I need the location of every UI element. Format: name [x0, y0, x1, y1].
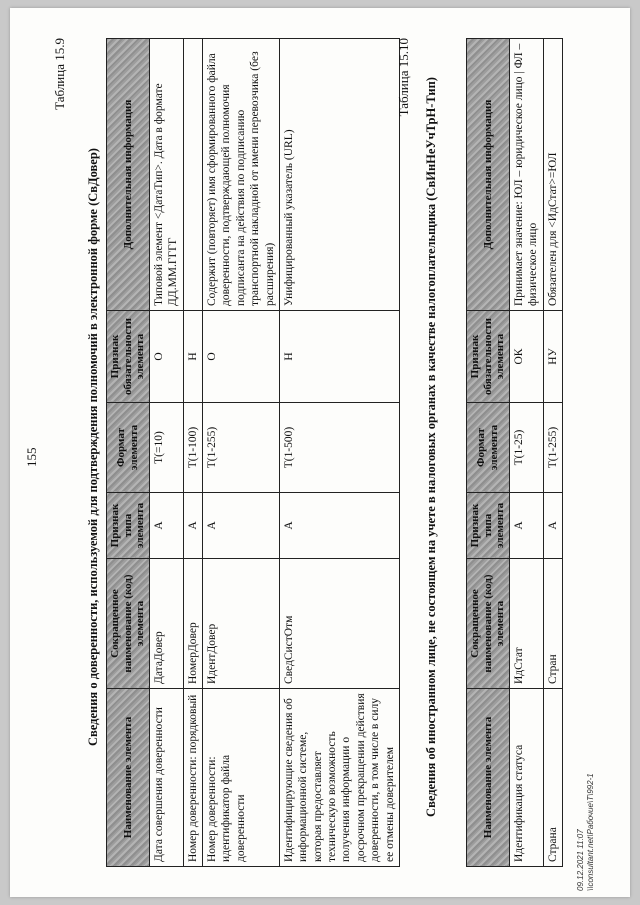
table-cell: Номер доверенности: идентификатор файла доверенности [203, 689, 280, 867]
table-cell: Содержит (повторяет) имя сформированного файла доверенности, подтверждающей полномочия подписанта на действия по подписанию транспортной накладной от имени перевозчика (без расширения) [203, 39, 280, 311]
table2-header: Признак обязательности элемента [467, 311, 510, 403]
table1-header: Наименование элемента [107, 689, 150, 867]
stamp-date: 09.12.2021 11:07 [576, 829, 585, 891]
table1-header: Формат элемента [107, 403, 150, 493]
table2-title: Сведения об иностранном лице, не состоящем на учете в налоговых органах в качестве налогоплательщика (СвИнНеУчТрН-Тип) [424, 77, 438, 817]
table2 [466, 38, 563, 867]
table-row [149, 39, 183, 867]
stamp-path: \\consultant.net\Рабочие\Т\992-1 [586, 773, 596, 891]
table-cell: Номер доверенности: порядковый [183, 689, 202, 867]
table-row [543, 39, 562, 867]
table2-header: Сокращенное наименование (код) элемента [467, 559, 510, 689]
table-cell: Страна [543, 689, 562, 867]
table2-header-row [467, 39, 510, 867]
table-cell: Н [279, 311, 399, 403]
table-cell: Стран [543, 559, 562, 689]
table-cell: Т(1-100) [183, 403, 202, 493]
table-cell: ИдСтат [509, 559, 543, 689]
table-cell: А [149, 493, 183, 559]
table-cell: СведСистОтм [279, 559, 399, 689]
rotated-content [10, 8, 630, 897]
table-row [509, 39, 543, 867]
table-cell: А [543, 493, 562, 559]
print-stamp [576, 773, 597, 891]
table-cell: Т(1-255) [543, 403, 562, 493]
table1-header: Признак обязательности элемента [107, 311, 150, 403]
table-cell: Идентификация статуса [509, 689, 543, 867]
table2-caption: Таблица 15.10 [396, 38, 411, 117]
table-row [183, 39, 202, 867]
table-cell: Идентифицирующие сведения об информационной системе, которая предоставляет техническую возможность получения информации о досрочном прекращении действия доверенности, в том числе в силу ее отмены доверителем [279, 689, 399, 867]
table-row [279, 39, 399, 867]
table-cell: А [509, 493, 543, 559]
table1-header: Дополнительная информация [107, 39, 150, 311]
table1-header: Признак типа элемента [107, 493, 150, 559]
table-cell: Обязателен для <ИдСтат>=ЮЛ [543, 39, 562, 311]
table-cell: А [279, 493, 399, 559]
table-cell: ДатаДовер [149, 559, 183, 689]
table-cell: Т(=10) [149, 403, 183, 493]
table-cell: Т(1-25) [509, 403, 543, 493]
table1 [106, 38, 400, 867]
table-cell: Т(1-500) [279, 403, 399, 493]
table-cell: Н [183, 311, 202, 403]
table-cell: ОК [509, 311, 543, 403]
table-cell: НУ [543, 311, 562, 403]
table2-header: Формат элемента [467, 403, 510, 493]
table1-header-row [107, 39, 150, 867]
document-page [10, 8, 630, 897]
table2-header: Дополнительная информация [467, 39, 510, 311]
table-cell: Т(1-255) [203, 403, 280, 493]
table-cell: ИдентДовер [203, 559, 280, 689]
table-cell: Дата совершения доверенности [149, 689, 183, 867]
table2-header: Признак типа элемента [467, 493, 510, 559]
table1-caption: Таблица 15.9 [52, 38, 67, 110]
table-cell: А [203, 493, 280, 559]
table1-title: Сведения о доверенности, используемой для подтверждения полномочий в электронной форме (СвДовер) [86, 148, 100, 746]
table-cell: Принимает значение: ЮЛ – юридическое лицо | ФЛ – физическое лицо [509, 39, 543, 311]
table-cell: О [149, 311, 183, 403]
table-cell: Типовой элемент <ДатаТип>. Дата в формате ДД.ММ.ГГГГ [149, 39, 183, 311]
table-cell: О [203, 311, 280, 403]
table1-header: Сокращенное наименование (код) элемента [107, 559, 150, 689]
table-cell: Унифицированный указатель (URL) [279, 39, 399, 311]
table-cell [183, 39, 202, 311]
table-row [203, 39, 280, 867]
page-number: 155 [24, 447, 39, 467]
table-cell: НомерДовер [183, 559, 202, 689]
table-cell: А [183, 493, 202, 559]
table2-header: Наименование элемента [467, 689, 510, 867]
